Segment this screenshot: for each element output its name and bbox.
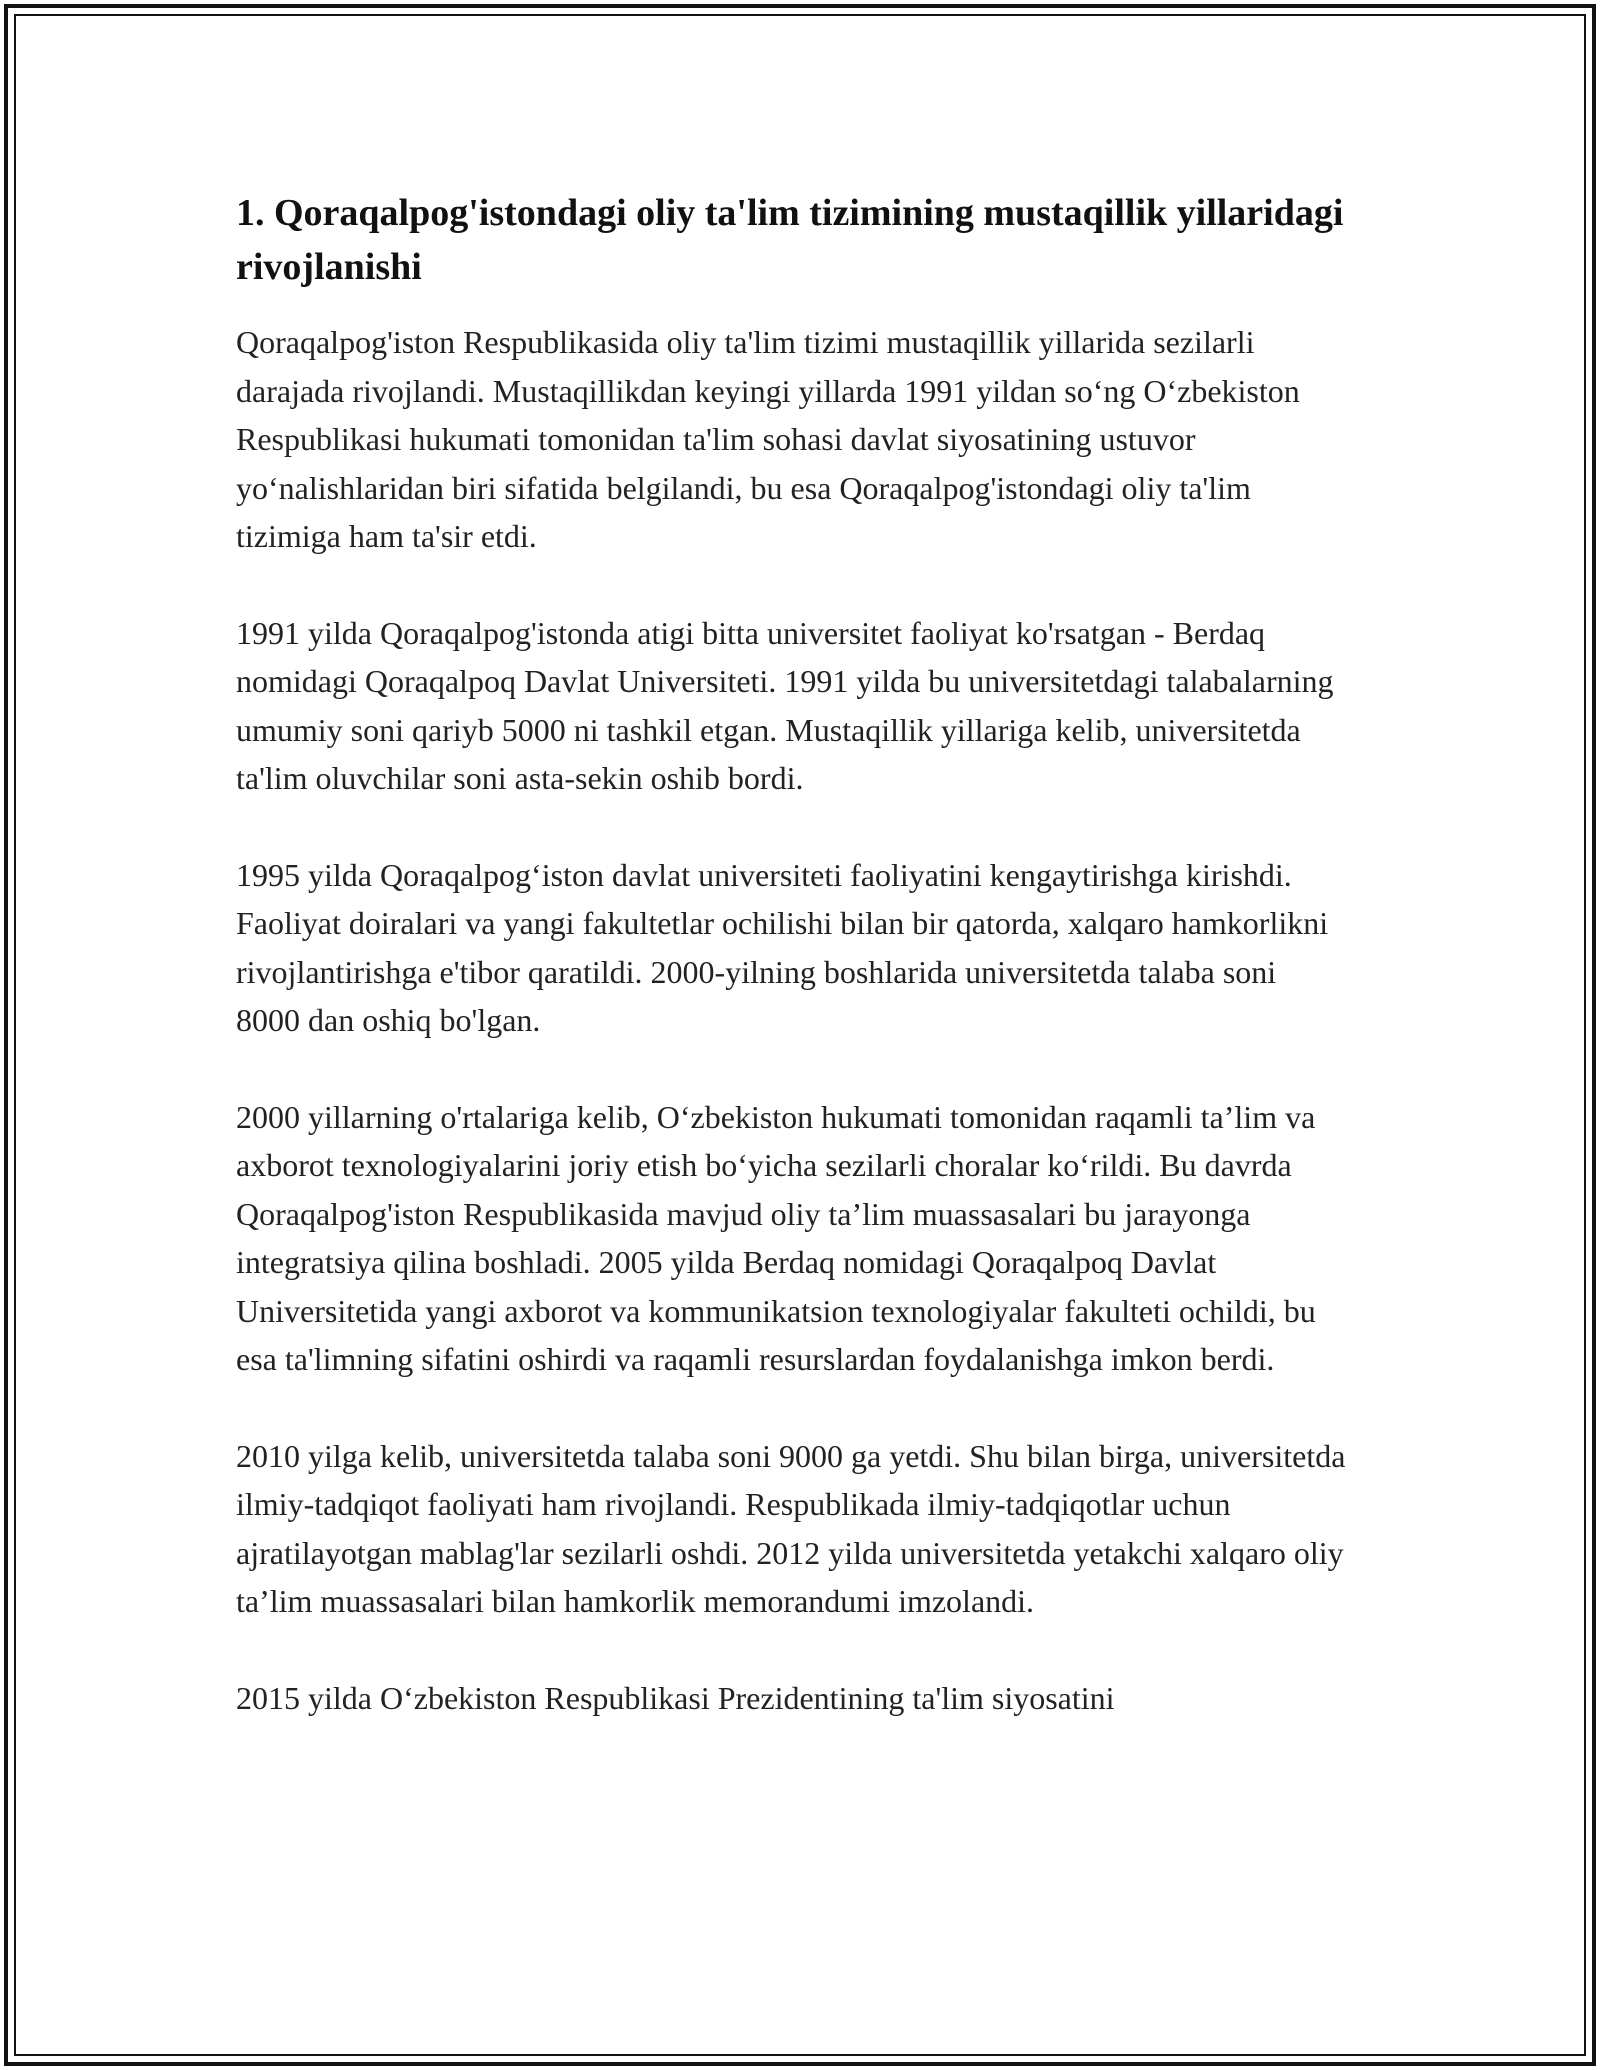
paragraph-6: 2015 yilda O‘zbekiston Respublikasi Prezidentining ta'lim siyosatini — [236, 1679, 1115, 1716]
paragraph-5: 2010 yilga kelib, universitetda talaba soni 9000 ga yetdi. Shu bilan birga, universitetda ilmiy-tadqiqot faoliyati ham rivojlandi. Respublikada ilmiy-tadqiqotlar uchun ajratilayotgan mablag'lar sezilarli oshdi. 2012 yilda universitetda yetakchi xalqaro oliy ta’lim muassasalari bilan hamkorlik memorandumi imzolandi. — [236, 1437, 1346, 1619]
section-title: 1. Qoraqalpog'istondagi oliy ta'lim tizimining mustaqillik yillaridagi rivojlanishi — [236, 192, 1344, 288]
paragraph-1: Qoraqalpog'iston Respublikasida oliy ta'lim tizimi mustaqillik yillarida sezilarli darajada rivojlandi. Mustaqillikdan keyingi yillarda 1991 yildan so‘ng O‘zbekiston Respublikasi hukumati tomonidan ta'lim sohasi davlat siyosatining ustuvor yo‘nalishlaridan biri sifatida belgilandi, bu esa Qoraqalpog'istondagi oliy ta'lim tizimiga ham ta'sir etdi. — [236, 324, 1300, 554]
paragraph-3: 1995 yilda Qoraqalpog‘iston davlat universiteti faoliyatini kengaytirishga kirishdi. Faoliyat doiralari va yangi fakultetlar ochilishi bilan bir qatorda, xalqaro hamkorlikni rivojlantirishga e'tibor qaratildi. 2000-yilning boshlarida universitetda talaba soni 8000 dan oshiq bo'lgan. — [236, 856, 1329, 1038]
document-body — [236, 186, 1346, 1770]
paragraph-4: 2000 yillarning o'rtalariga kelib, O‘zbekiston hukumati tomonidan raqamli ta’lim va axborot texnologiyalarini joriy etish bo‘yicha sezilarli choralar ko‘rildi. Bu davrda Qoraqalpog'iston Respublikasida mavjud oliy ta’lim muassasalari bu jarayonga integratsiya qilina boshladi. 2005 yilda Berdaq nomidagi Qoraqalpoq Davlat Universitetida yangi axborot va kommunikatsion texnologiyalar fakulteti ochildi, bu esa ta'limning sifatini oshirdi va raqamli resurslardan foydalanishga imkon berdi. — [236, 1098, 1316, 1377]
paragraph-2: 1991 yilda Qoraqalpog'istonda atigi bitta universitet faoliyat ko'rsatgan - Berdaq nomidagi Qoraqalpoq Davlat Universiteti. 1991 yilda bu universitetdagi talabalarning umumiy soni qariyb 5000 ni tashkil etgan. Mustaqillik yillariga kelib, universitetda ta'lim oluvchilar soni asta-sekin oshib bordi. — [236, 614, 1334, 796]
